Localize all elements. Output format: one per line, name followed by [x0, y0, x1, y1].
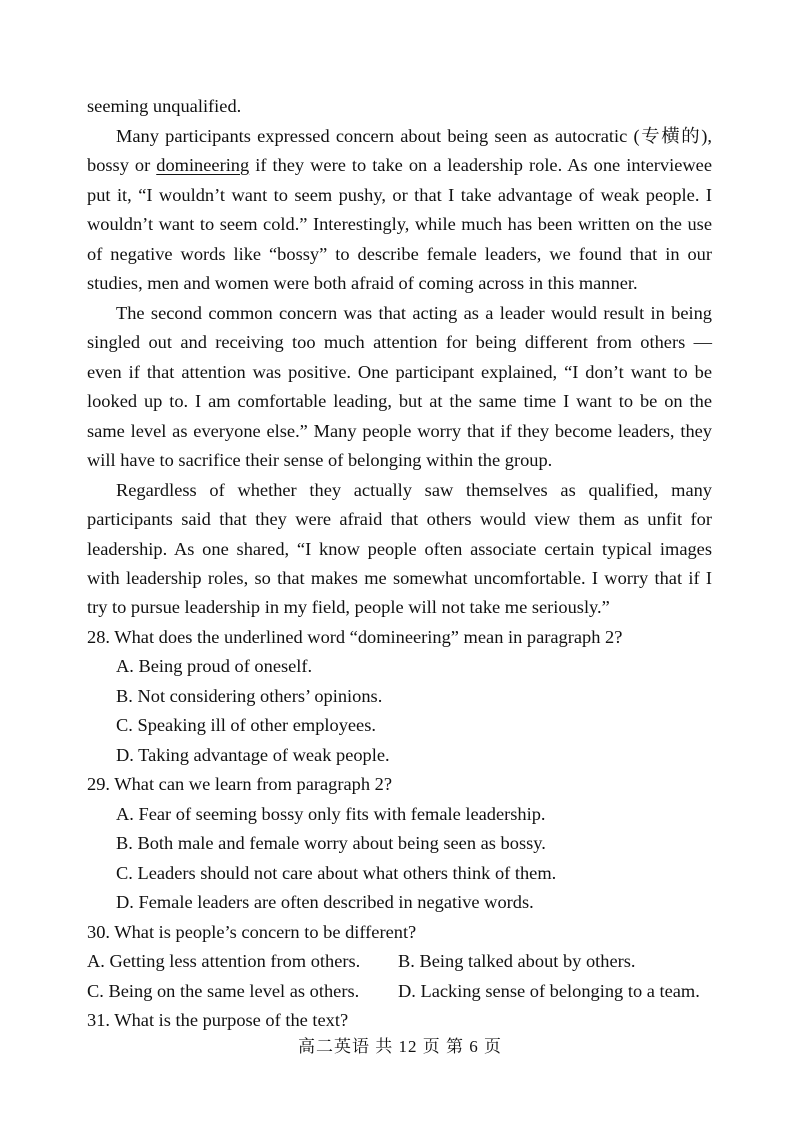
paragraph-3-line: singled out and receiving too much attention for being different from others —: [87, 332, 712, 352]
question-30-option-c: C. Being on the same level as others.: [87, 981, 360, 1001]
paragraph-4-line: with leadership roles, so that makes me somewhat uncomfortable. I worry that if I: [87, 568, 712, 588]
question-28-option-d: D. Taking advantage of weak people.: [116, 745, 390, 765]
underlined-word: domineering: [156, 155, 250, 175]
paragraph-4-line: Regardless of whether they actually saw themselves as qualified, many: [116, 480, 712, 500]
question-30-option-b: B. Being talked about by others.: [398, 951, 636, 971]
paragraph-3-line: same level as everyone else.” Many people worry that if they become leaders, they: [87, 421, 712, 441]
question-28-option-b: B. Not considering others’ opinions.: [116, 686, 383, 706]
paragraph-2-line: bossy or domineering if they were to take on a leadership role. As one interviewee: [87, 155, 712, 175]
paragraph-2-line: wouldn’t want to seem cold.” Interestingly, while much has been written on the use: [87, 214, 712, 234]
question-31-stem: 31. What is the purpose of the text?: [87, 1010, 349, 1030]
paragraph-2-line: studies, men and women were both afraid of coming across in this manner.: [87, 273, 638, 293]
question-30-option-a: A. Getting less attention from others.: [87, 951, 361, 971]
question-29-option-c: C. Leaders should not care about what others think of them.: [116, 863, 557, 883]
paragraph-1-tail: seeming unqualified.: [87, 96, 242, 116]
paragraph-2-line: put it, “I wouldn’t want to seem pushy, or that I take advantage of weak people. I: [87, 185, 712, 205]
question-28-stem: 28. What does the underlined word “domineering” mean in paragraph 2?: [87, 627, 623, 647]
question-29-option-a: A. Fear of seeming bossy only fits with female leadership.: [116, 804, 546, 824]
question-30-option-d: D. Lacking sense of belonging to a team.: [398, 981, 700, 1001]
page-footer: 高二英语 共 12 页 第 6 页: [298, 1037, 502, 1056]
paragraph-2-line: Many participants expressed concern about being seen as autocratic (专横的),: [116, 126, 712, 146]
paragraph-3-line: even if that attention was positive. One participant explained, “I don’t want to be: [87, 362, 712, 382]
paragraph-3-line: will have to sacrifice their sense of belonging within the group.: [87, 450, 553, 470]
paragraph-3-line: looked up to. I am comfortable leading, but at the same time I want to be on the: [87, 391, 712, 411]
question-28-option-c: C. Speaking ill of other employees.: [116, 715, 376, 735]
question-30-stem: 30. What is people’s concern to be different?: [87, 922, 417, 942]
paragraph-4-line: try to pursue leadership in my field, people will not take me seriously.”: [87, 597, 610, 617]
question-29-option-b: B. Both male and female worry about being seen as bossy.: [116, 833, 546, 853]
question-29-stem: 29. What can we learn from paragraph 2?: [87, 774, 393, 794]
paragraph-3-line: The second common concern was that acting as a leader would result in being: [116, 303, 712, 323]
question-29-option-d: D. Female leaders are often described in negative words.: [116, 892, 534, 912]
paragraph-4-line: leadership. As one shared, “I know people often associate certain typical images: [87, 539, 712, 559]
paragraph-4-line: participants said that they were afraid that others would view them as unfit for: [87, 509, 712, 529]
paragraph-2-line: of negative words like “bossy” to describe female leaders, we found that in our: [87, 244, 712, 264]
question-28-option-a: A. Being proud of oneself.: [116, 656, 313, 676]
